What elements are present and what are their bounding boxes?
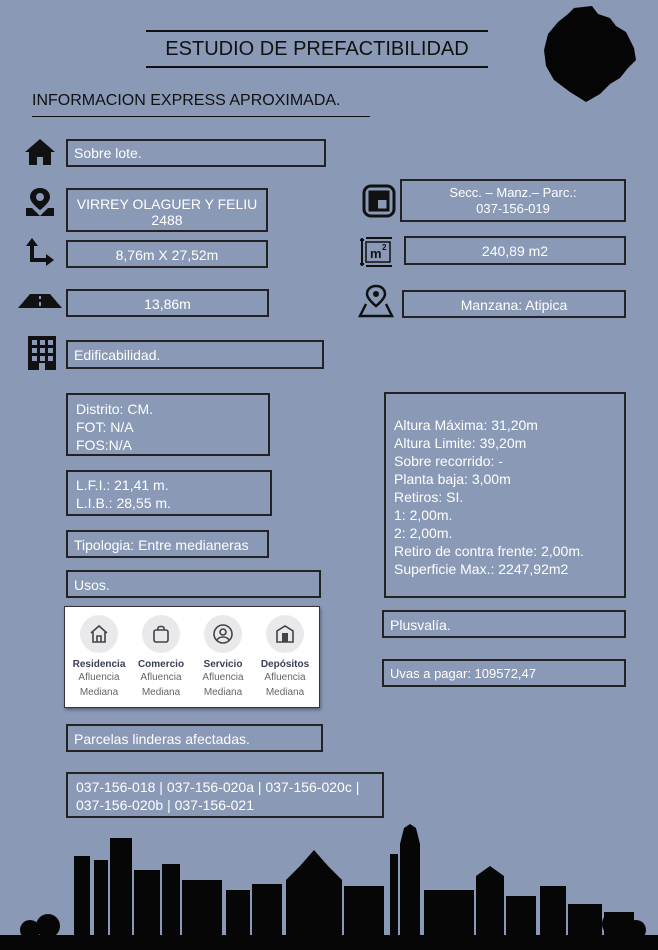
uso-line2: Mediana — [265, 687, 305, 698]
page-subtitle: INFORMACION EXPRESS APROXIMADA. — [32, 90, 370, 117]
uso-depositos — [254, 615, 316, 700]
alturas-box: Altura Máxima: 31,20m Altura Limite: 39,20m Sobre recorrido: - Planta baja: 3,00m Retiros: SI. 1: 2,00m. 2: 2,00m. Retiro de contra frente: 2,00m. Superficie Max.: 2247,92m2 — [384, 392, 626, 598]
tipologia-box: Tipologia: Entre medianeras — [66, 530, 269, 558]
area-m2-icon — [358, 236, 394, 268]
house-icon — [89, 624, 109, 644]
svg-text:m: m — [370, 246, 382, 261]
uso-name: Servicio — [203, 659, 243, 670]
bag-icon — [151, 624, 171, 644]
parcel-icon — [362, 184, 396, 218]
uso-line1: Afluencia — [140, 672, 182, 683]
superficie-box: 240,89 m2 — [404, 236, 626, 265]
uso-servicio — [192, 615, 254, 700]
page-title: ESTUDIO DE PREFACTIBILIDAD — [146, 30, 488, 68]
uso-line1: Afluencia — [264, 672, 306, 683]
uso-line1: Afluencia — [202, 672, 244, 683]
uvas-box: Uvas a pagar: 109572,47 — [382, 659, 626, 687]
building-icon — [26, 334, 58, 372]
manzana-box: Manzana: Atipica — [402, 290, 626, 318]
city-skyline-illustration — [0, 820, 658, 950]
person-icon — [212, 623, 234, 645]
uso-name: Depósitos — [260, 659, 310, 670]
uso-comercio — [130, 615, 192, 700]
uso-line2: Mediana — [203, 687, 243, 698]
dimensions-arrow-icon — [24, 236, 56, 268]
uso-name: Residencia — [72, 659, 126, 670]
house-icon — [24, 138, 56, 166]
uso-name: Comercio — [137, 659, 185, 670]
city-map-icon — [540, 4, 640, 106]
ancho-calle-box: 13,86m — [66, 289, 269, 317]
usos-card — [64, 606, 320, 708]
usos-heading: Usos. — [66, 570, 321, 598]
uso-residencia — [68, 615, 130, 700]
sobre-lote-box: Sobre lote. — [66, 139, 326, 167]
map-location-icon — [358, 284, 394, 318]
address-box: VIRREY OLAGUER Y FELIU 2488 — [66, 188, 268, 232]
parcelas-list-box: 037-156-018 | 037-156-020a | 037-156-020c | 037-156-020b | 037-156-021 — [66, 772, 384, 818]
road-icon — [18, 292, 62, 310]
edificabilidad-heading: Edificabilidad. — [66, 340, 324, 369]
uso-line2: Mediana — [141, 687, 181, 698]
warehouse-icon — [275, 624, 295, 644]
plusvalia-heading: Plusvalía. — [382, 610, 626, 638]
uso-line1: Afluencia — [78, 672, 120, 683]
parcelas-heading: Parcelas linderas afectadas. — [66, 724, 323, 752]
smp-box: Secc. – Manz.– Parc.: 037-156-019 — [400, 179, 626, 222]
distrito-box: Distrito: CM. FOT: N/A FOS:N/A — [66, 393, 270, 456]
medidas-box: 8,76m X 27,52m — [66, 240, 268, 268]
svg-text:2: 2 — [382, 243, 387, 252]
lineas-box: L.F.I.: 21,41 m. L.I.B.: 28,55 m. — [66, 470, 272, 516]
uso-line2: Mediana — [79, 687, 119, 698]
map-pin-icon — [24, 186, 56, 218]
